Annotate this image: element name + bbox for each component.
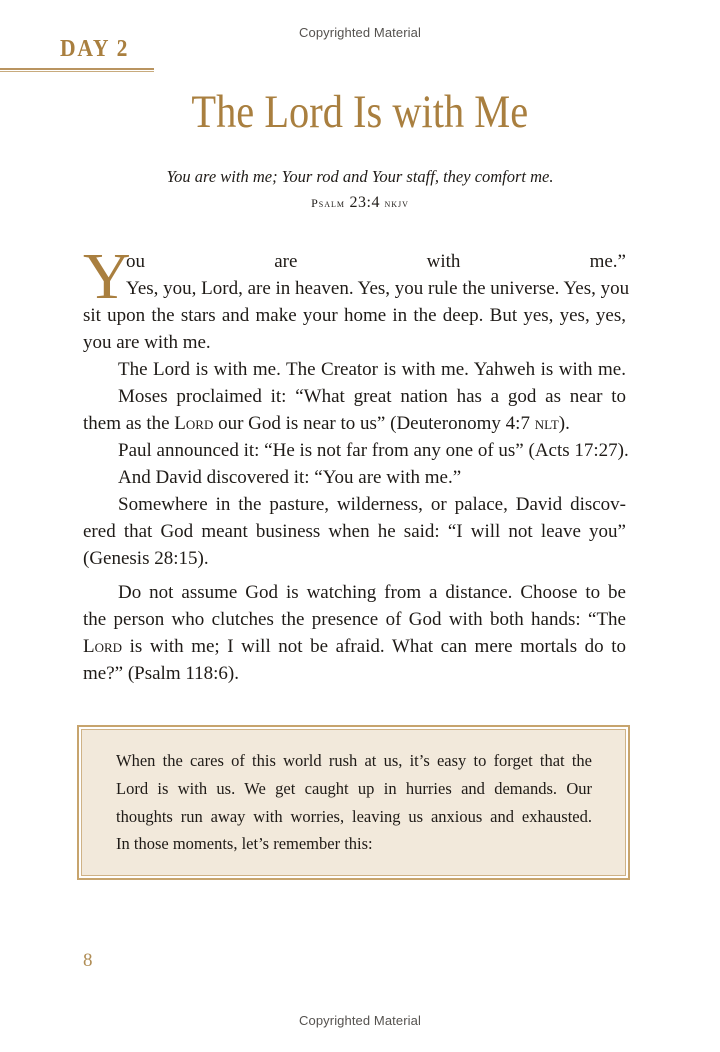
text-run: is with me; I will not be afraid. What can mere mortals do to bbox=[122, 636, 626, 657]
callout-line: Lord is with us. We get caught up in hurries and demands. Our bbox=[116, 779, 592, 798]
drop-cap: Y bbox=[83, 240, 131, 313]
reference-chapter-verse: 23:4 bbox=[349, 194, 380, 211]
epigraph-reference bbox=[0, 194, 720, 212]
body-line: (Genesis 28:15). bbox=[83, 548, 209, 569]
day-label: DAY 2 bbox=[60, 36, 130, 62]
callout-box bbox=[77, 725, 630, 880]
reference-translation: nkjv bbox=[384, 196, 409, 210]
page-title bbox=[0, 84, 720, 140]
text-run: ). bbox=[558, 413, 570, 434]
body-line: you are with me. bbox=[83, 332, 211, 353]
text-run: them as the bbox=[83, 413, 175, 434]
body-line: Paul announced it: “He is not far from any one of us” (Acts 17:27). bbox=[118, 440, 629, 461]
body-line: The Lord is with me. The Creator is with me. Yahweh is with me. bbox=[118, 359, 626, 380]
body-line bbox=[83, 412, 626, 436]
body-line: Yes, you, Lord, are in heaven. Yes, you rule the universe. Yes, you bbox=[126, 278, 630, 299]
body-line: Somewhere in the pasture, wilderness, or palace, David discov- bbox=[118, 494, 626, 515]
page-title-text: The Lord Is with Me bbox=[191, 86, 529, 138]
day-rule-divider bbox=[0, 68, 154, 73]
body-line: sit upon the stars and make your home in the deep. But yes, yes, yes, bbox=[83, 305, 626, 326]
callout-line: When the cares of this world rush at us, it’s easy to forget that the bbox=[116, 751, 592, 770]
body-line: the person who clutches the presence of God with both hands: “The bbox=[83, 609, 626, 630]
copyright-watermark-bottom: Copyrighted Material bbox=[299, 1013, 421, 1028]
reference-book: Psalm bbox=[311, 196, 345, 210]
small-caps-translation: nlt bbox=[534, 413, 559, 434]
body-line: ered that God meant business when he said: “I will not leave you” bbox=[83, 521, 626, 542]
callout-line: In those moments, let’s remember this: bbox=[116, 834, 373, 853]
callout-line: thoughts run away with worries, leaving us anxious and exhausted. bbox=[116, 807, 592, 826]
body-line: Moses proclaimed it: “What great nation has a god as near to bbox=[118, 386, 626, 407]
body-line: Do not assume God is watching from a distance. Choose to be bbox=[118, 582, 626, 603]
small-caps-lord: Lord bbox=[83, 636, 123, 657]
small-caps-lord: Lord bbox=[174, 413, 214, 434]
text-run: our God is near to us” (Deuteronomy 4:7 bbox=[213, 413, 535, 434]
body-line: ou are with me.” bbox=[126, 251, 626, 272]
body-line: me?” (Psalm 118:6). bbox=[83, 663, 240, 684]
body-line: And David discovered it: “You are with me.” bbox=[118, 467, 462, 488]
epigraph-verse: You are with me; Your rod and Your staff, they comfort me. bbox=[166, 167, 554, 186]
page-number: 8 bbox=[83, 950, 93, 971]
copyright-watermark-top: Copyrighted Material bbox=[299, 25, 421, 40]
body-line bbox=[83, 635, 626, 659]
